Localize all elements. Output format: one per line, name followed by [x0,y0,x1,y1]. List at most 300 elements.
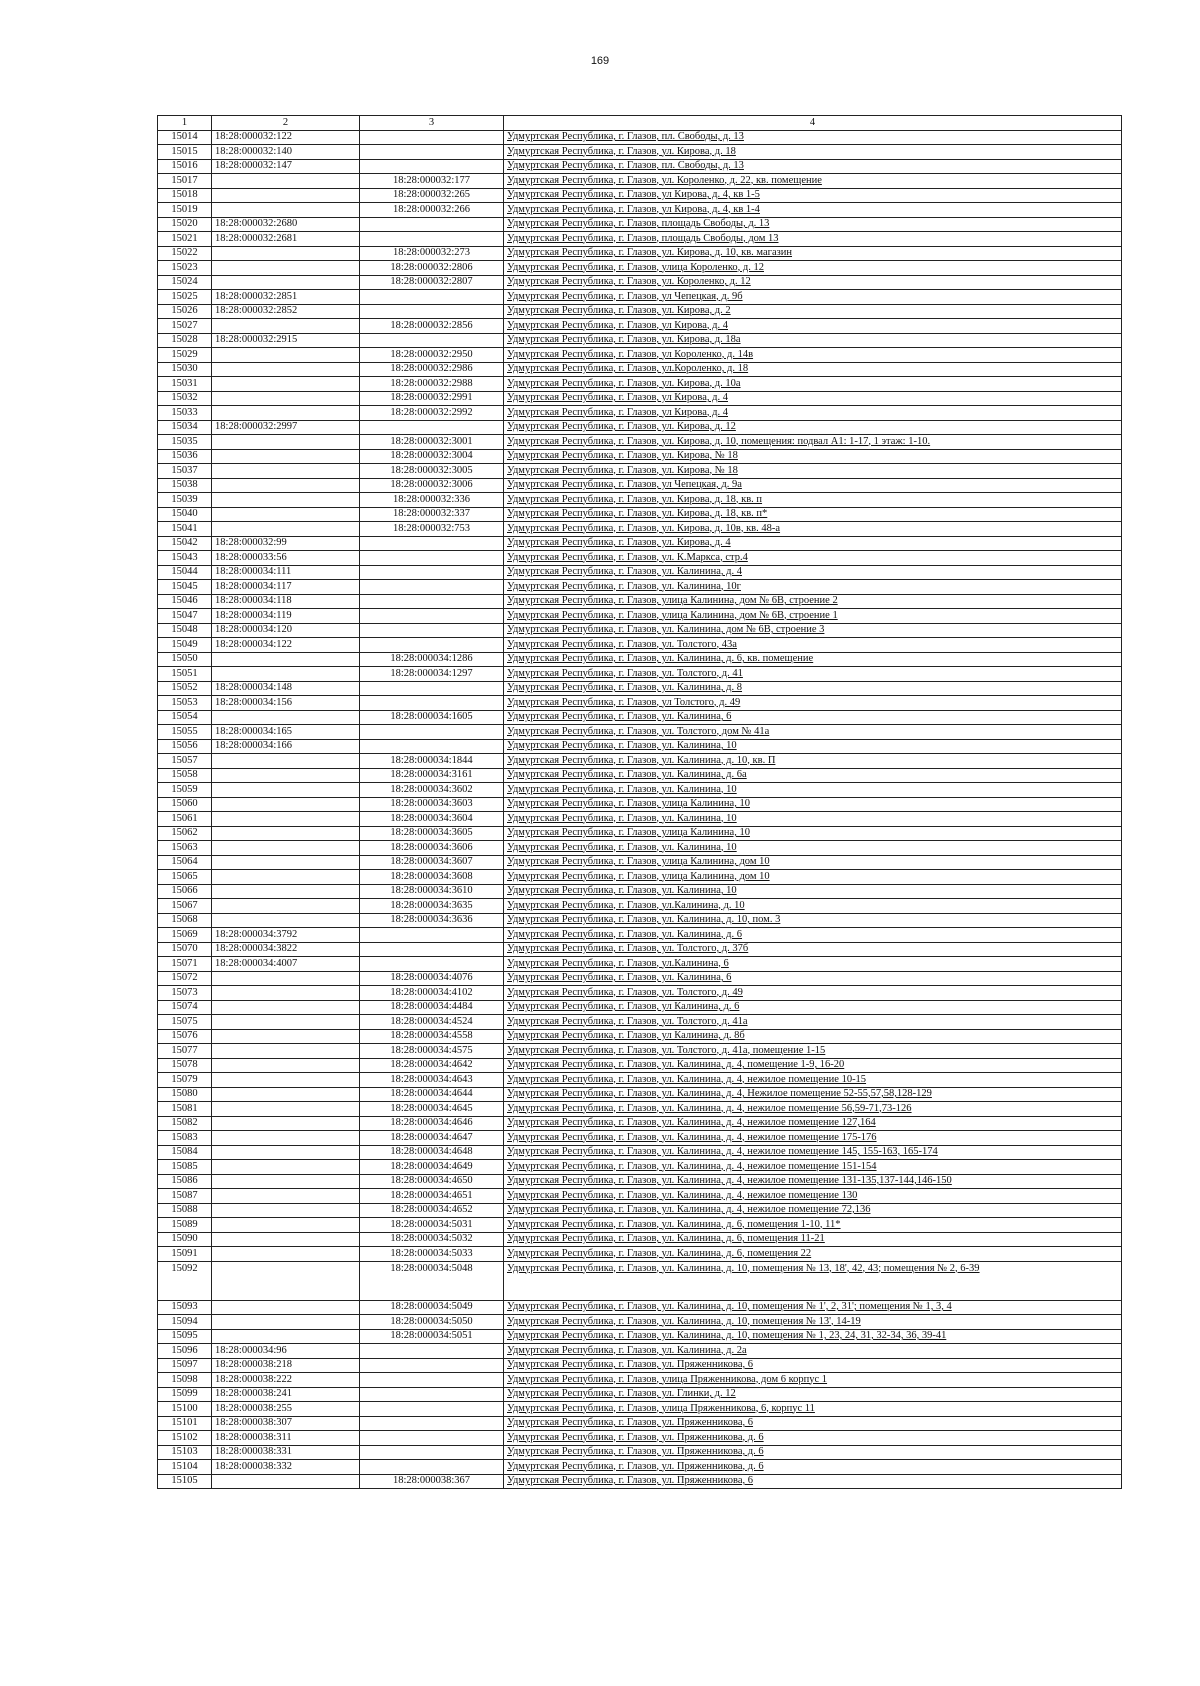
cell-cadastral-land: 18:28:000032:2997 [212,420,360,435]
table-row [158,1145,1122,1160]
cell-cadastral-premises: 18:28:000034:4524 [360,1015,504,1030]
table-row [158,580,1122,595]
cell-row-number: 15089 [158,1218,212,1233]
cell-cadastral-premises [360,217,504,232]
cell-cadastral-land: 18:28:000034:96 [212,1344,360,1359]
cell-address: Удмуртская Республика, г. Глазов, ул. Калинина, д. 8 [504,681,1122,696]
cell-address: Удмуртская Республика, г. Глазов, ул.Калинина, д. 10 [504,899,1122,914]
cell-cadastral-land [212,913,360,928]
cell-address: Удмуртская Республика, г. Глазов, ул. Калинина, д. 10, помещения № 13', 14-19 [504,1315,1122,1330]
cell-cadastral-land [212,1261,360,1300]
cell-cadastral-premises [360,594,504,609]
cell-cadastral-premises: 18:28:000032:2986 [360,362,504,377]
cell-cadastral-premises: 18:28:000034:5051 [360,1329,504,1344]
cell-row-number: 15104 [158,1460,212,1475]
cell-cadastral-premises [360,739,504,754]
cell-cadastral-premises: 18:28:000034:3610 [360,884,504,899]
cell-address: Удмуртская Республика, г. Глазов, ул. Калинина, 10г [504,580,1122,595]
cell-address: Удмуртская Республика, г. Глазов, ул. Калинина, д. 4, помещение 1-9, 16-20 [504,1058,1122,1073]
cell-row-number: 15105 [158,1474,212,1489]
cell-cadastral-land: 18:28:000038:331 [212,1445,360,1460]
cell-row-number: 15055 [158,725,212,740]
cell-address: Удмуртская Республика, г. Глазов, ул. Кирова, № 18 [504,449,1122,464]
cell-cadastral-premises [360,290,504,305]
table-row [158,609,1122,624]
cell-row-number: 15024 [158,275,212,290]
cell-cadastral-premises: 18:28:000034:4644 [360,1087,504,1102]
cell-address: Удмуртская Республика, г. Глазов, ул. Толстого, д. 49 [504,986,1122,1001]
cell-address: Удмуртская Республика, г. Глазов, ул. Пряженникова, 6 [504,1416,1122,1431]
cell-cadastral-premises: 18:28:000034:4652 [360,1203,504,1218]
cell-address: Удмуртская Республика, г. Глазов, ул. Калинина, 6 [504,710,1122,725]
cell-cadastral-land [212,710,360,725]
cell-address: Удмуртская Республика, г. Глазов, ул.Калинина, 6 [504,957,1122,972]
cell-row-number: 15043 [158,551,212,566]
cell-address: Удмуртская Республика, г. Глазов, улица Пряженникова, 6, корпус 11 [504,1402,1122,1417]
cell-cadastral-premises [360,145,504,160]
cell-address: Удмуртская Республика, г. Глазов, ул. Кирова, д. 10, кв. магазин [504,246,1122,261]
cell-address: Удмуртская Республика, г. Глазов, ул. Калинина, д. 4 [504,565,1122,580]
cell-cadastral-land [212,1015,360,1030]
cell-cadastral-premises: 18:28:000034:4645 [360,1102,504,1117]
table-row [158,319,1122,334]
table-row [158,594,1122,609]
cell-cadastral-premises [360,536,504,551]
cell-address: Удмуртская Республика, г. Глазов, ул. Калинина, д. 10, пом. 3 [504,913,1122,928]
cell-row-number: 15087 [158,1189,212,1204]
cell-address: Удмуртская Республика, г. Глазов, ул. Калинина, д. 4, нежилое помещение 10-15 [504,1073,1122,1088]
cell-row-number: 15040 [158,507,212,522]
table-row [158,1315,1122,1330]
cell-cadastral-land [212,319,360,334]
cell-address: Удмуртская Республика, г. Глазов, ул. Толстого, дом № 41а [504,725,1122,740]
cell-cadastral-premises: 18:28:000034:1297 [360,667,504,682]
table-row [158,870,1122,885]
cell-cadastral-premises: 18:28:000034:3608 [360,870,504,885]
table-row [158,1247,1122,1262]
header-col-number: 1 [158,116,212,131]
cell-cadastral-land [212,246,360,261]
cell-cadastral-premises: 18:28:000034:4076 [360,971,504,986]
cell-cadastral-land [212,449,360,464]
cell-row-number: 15067 [158,899,212,914]
cell-cadastral-land [212,1058,360,1073]
cell-row-number: 15061 [158,812,212,827]
cell-address: Удмуртская Республика, г. Глазов, ул. Калинина, д. 4, нежилое помещение 127,164 [504,1116,1122,1131]
cell-address: Удмуртская Республика, г. Глазов, ул. Пряженникова, 6 [504,1358,1122,1373]
cell-address: Удмуртская Республика, г. Глазов, ул. Пряженникова, д. 6 [504,1445,1122,1460]
cell-cadastral-premises: 18:28:000034:5033 [360,1247,504,1262]
cell-cadastral-premises: 18:28:000034:4642 [360,1058,504,1073]
cell-address: Удмуртская Республика, г. Глазов, ул. Кирова, № 18 [504,464,1122,479]
cell-address: Удмуртская Республика, г. Глазов, ул. Калинина, д. 10, кв. П [504,754,1122,769]
cell-cadastral-premises: 18:28:000032:2991 [360,391,504,406]
cell-row-number: 15057 [158,754,212,769]
cell-address: Удмуртская Республика, г. Глазов, ул. Кирова, д. 18а [504,333,1122,348]
cell-row-number: 15069 [158,928,212,943]
cell-cadastral-premises: 18:28:000038:367 [360,1474,504,1489]
table-row [158,623,1122,638]
cell-cadastral-land [212,464,360,479]
table-row [158,1232,1122,1247]
cell-cadastral-land [212,1232,360,1247]
cell-cadastral-premises [360,725,504,740]
cell-address: Удмуртская Республика, г. Глазов, ул Кирова, д. 4, кв 1-4 [504,203,1122,218]
cell-cadastral-land [212,1160,360,1175]
cell-row-number: 15033 [158,406,212,421]
cell-row-number: 15048 [158,623,212,638]
cell-row-number: 15027 [158,319,212,334]
table-row [158,478,1122,493]
table-row [158,261,1122,276]
cell-cadastral-premises [360,159,504,174]
cell-cadastral-land [212,1189,360,1204]
cell-cadastral-land: 18:28:000034:165 [212,725,360,740]
cell-cadastral-land [212,1145,360,1160]
table-row [158,754,1122,769]
cell-row-number: 15077 [158,1044,212,1059]
table-row [158,1058,1122,1073]
cell-cadastral-land [212,1044,360,1059]
cell-cadastral-land: 18:28:000034:3792 [212,928,360,943]
table-row [158,1087,1122,1102]
cell-address: Удмуртская Республика, г. Глазов, ул. Калинина, д. 10, помещения № 13, 18', 42, 43; помещения № 2, 6-39 [504,1261,1122,1300]
cell-row-number: 15065 [158,870,212,885]
cell-cadastral-premises [360,623,504,638]
cell-cadastral-premises: 18:28:000032:2988 [360,377,504,392]
cell-cadastral-premises [360,420,504,435]
cell-address: Удмуртская Республика, г. Глазов, ул. Пряженникова, 6 [504,1474,1122,1489]
table-row [158,1261,1122,1300]
cell-address: Удмуртская Республика, г. Глазов, ул. Калинина, 10 [504,783,1122,798]
cell-address: Удмуртская Республика, г. Глазов, ул. Калинина, д. 4, нежилое помещение 175-176 [504,1131,1122,1146]
cell-cadastral-premises: 18:28:000032:3005 [360,464,504,479]
cell-row-number: 15078 [158,1058,212,1073]
registry-table [157,115,1122,1489]
cell-row-number: 15101 [158,1416,212,1431]
cell-row-number: 15017 [158,174,212,189]
cell-cadastral-land [212,1329,360,1344]
cell-row-number: 15076 [158,1029,212,1044]
cell-row-number: 15103 [158,1445,212,1460]
cell-cadastral-land [212,1203,360,1218]
table-row [158,275,1122,290]
cell-cadastral-premises: 18:28:000034:3635 [360,899,504,914]
cell-cadastral-premises: 18:28:000032:2807 [360,275,504,290]
cell-cadastral-land [212,1315,360,1330]
cell-cadastral-land: 18:28:000034:117 [212,580,360,595]
cell-row-number: 15096 [158,1344,212,1359]
table-row [158,565,1122,580]
table-row [158,1300,1122,1315]
cell-cadastral-land [212,754,360,769]
cell-address: Удмуртская Республика, г. Глазов, ул. Кирова, д. 10а [504,377,1122,392]
cell-address: Удмуртская Республика, г. Глазов, ул. Короленко, д. 12 [504,275,1122,290]
cell-address: Удмуртская Республика, г. Глазов, ул Кирова, д. 4, кв 1-5 [504,188,1122,203]
table-row [158,1160,1122,1175]
cell-cadastral-premises [360,565,504,580]
cell-cadastral-land [212,362,360,377]
cell-address: Удмуртская Республика, г. Глазов, ул. Кирова, д. 4 [504,536,1122,551]
cell-row-number: 15093 [158,1300,212,1315]
cell-address: Удмуртская Республика, г. Глазов, ул. Толстого, д. 41 [504,667,1122,682]
cell-row-number: 15050 [158,652,212,667]
cell-address: Удмуртская Республика, г. Глазов, ул Короленко, д. 14в [504,348,1122,363]
cell-address: Удмуртская Республика, г. Глазов, улица Калинина, 10 [504,826,1122,841]
cell-cadastral-land: 18:28:000032:122 [212,130,360,145]
cell-cadastral-premises: 18:28:000034:4102 [360,986,504,1001]
table-row [158,406,1122,421]
cell-address: Удмуртская Республика, г. Глазов, ул Кирова, д. 4 [504,391,1122,406]
cell-cadastral-land [212,1174,360,1189]
cell-cadastral-premises: 18:28:000034:3636 [360,913,504,928]
cell-row-number: 15091 [158,1247,212,1262]
cell-cadastral-land [212,174,360,189]
table-row [158,203,1122,218]
cell-cadastral-land [212,348,360,363]
cell-row-number: 15031 [158,377,212,392]
cell-cadastral-land [212,986,360,1001]
cell-address: Удмуртская Республика, г. Глазов, ул. Кирова, д. 18 [504,145,1122,160]
cell-cadastral-premises [360,333,504,348]
cell-row-number: 15071 [158,957,212,972]
cell-cadastral-land [212,667,360,682]
cell-cadastral-land: 18:28:000038:255 [212,1402,360,1417]
table-row [158,188,1122,203]
table-row [158,1189,1122,1204]
cell-address: Удмуртская Республика, г. Глазов, ул. Кирова, д. 10в, кв. 48-а [504,522,1122,537]
cell-row-number: 15052 [158,681,212,696]
cell-address: Удмуртская Республика, г. Глазов, ул. Пряженникова, д. 6 [504,1431,1122,1446]
table-row [158,174,1122,189]
cell-cadastral-land: 18:28:000032:2915 [212,333,360,348]
cell-cadastral-premises: 18:28:000034:4558 [360,1029,504,1044]
cell-row-number: 15075 [158,1015,212,1030]
cell-cadastral-land: 18:28:000034:122 [212,638,360,653]
cell-row-number: 15081 [158,1102,212,1117]
cell-address: Удмуртская Республика, г. Глазов, ул. Калинина, д. 6, помещения 22 [504,1247,1122,1262]
table-row [158,652,1122,667]
cell-cadastral-premises [360,580,504,595]
cell-row-number: 15090 [158,1232,212,1247]
cell-address: Удмуртская Республика, г. Глазов, пл. Свободы, д. 13 [504,159,1122,174]
cell-cadastral-premises [360,681,504,696]
table-row [158,942,1122,957]
cell-cadastral-premises: 18:28:000034:3606 [360,841,504,856]
table-row [158,1218,1122,1233]
cell-row-number: 15029 [158,348,212,363]
table-row [158,435,1122,450]
cell-row-number: 15079 [158,1073,212,1088]
cell-address: Удмуртская Республика, г. Глазов, ул. Калинина, д. 4, нежилое помещение 130 [504,1189,1122,1204]
cell-cadastral-premises [360,1431,504,1446]
table-row [158,725,1122,740]
cell-cadastral-premises [360,551,504,566]
cell-cadastral-premises: 18:28:000032:2806 [360,261,504,276]
table-row [158,855,1122,870]
cell-cadastral-land: 18:28:000034:120 [212,623,360,638]
cell-address: Удмуртская Республика, г. Глазов, ул Чепецкая, д. 9б [504,290,1122,305]
cell-row-number: 15054 [158,710,212,725]
cell-cadastral-land [212,870,360,885]
cell-cadastral-premises: 18:28:000034:4646 [360,1116,504,1131]
cell-cadastral-land: 18:28:000032:2852 [212,304,360,319]
table-row [158,464,1122,479]
table-row [158,1329,1122,1344]
cell-cadastral-land [212,478,360,493]
cell-cadastral-land [212,971,360,986]
cell-address: Удмуртская Республика, г. Глазов, ул. Кирова, д. 10, помещения: подвал А1: 1-17, 1 этаж: 1-10. [504,435,1122,450]
cell-cadastral-premises: 18:28:000034:3604 [360,812,504,827]
cell-row-number: 15045 [158,580,212,595]
cell-row-number: 15051 [158,667,212,682]
cell-address: Удмуртская Республика, г. Глазов, ул. Калинина, 10 [504,841,1122,856]
cell-row-number: 15082 [158,1116,212,1131]
table-row [158,681,1122,696]
cell-address: Удмуртская Республика, г. Глазов, ул. Калинина, д. 6а [504,768,1122,783]
cell-address: Удмуртская Республика, г. Глазов, ул. Калинина, д. 10, помещения № 1, 23, 24, 31, 32-34, 36, 39-41 [504,1329,1122,1344]
cell-cadastral-land: 18:28:000032:2851 [212,290,360,305]
table-row [158,1044,1122,1059]
cell-address: Удмуртская Республика, г. Глазов, улица Пряженникова, дом 6 корпус 1 [504,1373,1122,1388]
cell-address: Удмуртская Республика, г. Глазов, ул. Калинина, д. 6 [504,928,1122,943]
cell-address: Удмуртская Республика, г. Глазов, ул. Кирова, д. 12 [504,420,1122,435]
cell-address: Удмуртская Республика, г. Глазов, ул Калинина, д. 6 [504,1000,1122,1015]
cell-cadastral-premises [360,232,504,247]
cell-row-number: 15035 [158,435,212,450]
cell-address: Удмуртская Республика, г. Глазов, ул. Кирова, д. 18, кв. п* [504,507,1122,522]
cell-row-number: 15083 [158,1131,212,1146]
cell-address: Удмуртская Республика, г. Глазов, ул Калинина, д. 8б [504,1029,1122,1044]
cell-row-number: 15026 [158,304,212,319]
cell-cadastral-land: 18:28:000032:147 [212,159,360,174]
cell-cadastral-land: 18:28:000033:56 [212,551,360,566]
table-row [158,1015,1122,1030]
cell-row-number: 15066 [158,884,212,899]
table-row [158,667,1122,682]
cell-cadastral-land [212,406,360,421]
cell-cadastral-premises: 18:28:000034:5049 [360,1300,504,1315]
cell-cadastral-premises: 18:28:000034:5032 [360,1232,504,1247]
cell-cadastral-premises [360,928,504,943]
cell-cadastral-land: 18:28:000034:3822 [212,942,360,957]
page-number: 169 [590,55,610,67]
table-row [158,696,1122,711]
cell-cadastral-premises: 18:28:000032:3006 [360,478,504,493]
cell-cadastral-premises: 18:28:000034:4651 [360,1189,504,1204]
cell-row-number: 15039 [158,493,212,508]
table-row [158,1373,1122,1388]
cell-address: Удмуртская Республика, г. Глазов, ул. К.Маркса, стр.4 [504,551,1122,566]
cell-cadastral-land: 18:28:000034:148 [212,681,360,696]
cell-cadastral-premises: 18:28:000034:4484 [360,1000,504,1015]
cell-row-number: 15056 [158,739,212,754]
table-row [158,522,1122,537]
cell-cadastral-premises [360,638,504,653]
cell-cadastral-premises [360,609,504,624]
cell-address: Удмуртская Республика, г. Глазов, улица Калинина, дом № 6В, строение 1 [504,609,1122,624]
table-row [158,232,1122,247]
table-row [158,841,1122,856]
cell-row-number: 15100 [158,1402,212,1417]
cell-cadastral-premises [360,1460,504,1475]
cell-cadastral-premises [360,1344,504,1359]
cell-cadastral-land [212,1029,360,1044]
header-col-cadastral-land: 2 [212,116,360,131]
cell-cadastral-premises: 18:28:000032:2992 [360,406,504,421]
cell-cadastral-premises [360,957,504,972]
cell-address: Удмуртская Республика, г. Глазов, ул. Толстого, 43а [504,638,1122,653]
cell-cadastral-premises: 18:28:000034:1844 [360,754,504,769]
cell-cadastral-premises: 18:28:000034:5050 [360,1315,504,1330]
cell-cadastral-land [212,377,360,392]
cell-address: Удмуртская Республика, г. Глазов, ул. Калинина, 10 [504,812,1122,827]
table-row [158,1203,1122,1218]
cell-cadastral-land [212,522,360,537]
cell-cadastral-premises: 18:28:000034:3602 [360,783,504,798]
cell-cadastral-land [212,841,360,856]
table-row [158,304,1122,319]
cell-cadastral-premises: 18:28:000034:4648 [360,1145,504,1160]
table-row [158,797,1122,812]
cell-row-number: 15047 [158,609,212,624]
cell-cadastral-land: 18:28:000034:111 [212,565,360,580]
cell-address: Удмуртская Республика, г. Глазов, ул. Глинки, д. 12 [504,1387,1122,1402]
cell-cadastral-premises: 18:28:000032:337 [360,507,504,522]
cell-address: Удмуртская Республика, г. Глазов, ул Кирова, д. 4 [504,406,1122,421]
cell-row-number: 15080 [158,1087,212,1102]
table-row [158,928,1122,943]
cell-address: Удмуртская Республика, г. Глазов, ул. Кирова, д. 18, кв. п [504,493,1122,508]
cell-cadastral-land: 18:28:000034:118 [212,594,360,609]
cell-cadastral-land: 18:28:000038:218 [212,1358,360,1373]
cell-row-number: 15086 [158,1174,212,1189]
table-row [158,884,1122,899]
cell-row-number: 15028 [158,333,212,348]
table-row [158,1358,1122,1373]
table-row [158,1102,1122,1117]
cell-row-number: 15085 [158,1160,212,1175]
table-row [158,1131,1122,1146]
cell-row-number: 15049 [158,638,212,653]
cell-address: Удмуртская Республика, г. Глазов, ул. Калинина, 6 [504,971,1122,986]
cell-cadastral-land [212,1087,360,1102]
table-row [158,1460,1122,1475]
cell-row-number: 15095 [158,1329,212,1344]
cell-cadastral-land [212,1300,360,1315]
cell-address: Удмуртская Республика, г. Глазов, ул. Пряженникова, д. 6 [504,1460,1122,1475]
cell-address: Удмуртская Республика, г. Глазов, ул. Калинина, д. 4, Нежилое помещение 52-55,57,58,128-129 [504,1087,1122,1102]
cell-cadastral-land: 18:28:000038:311 [212,1431,360,1446]
cell-row-number: 15014 [158,130,212,145]
cell-row-number: 15102 [158,1431,212,1446]
cell-row-number: 15097 [158,1358,212,1373]
cell-row-number: 15063 [158,841,212,856]
cell-cadastral-premises: 18:28:000034:4575 [360,1044,504,1059]
cell-address: Удмуртская Республика, г. Глазов, ул. Калинина, 10 [504,739,1122,754]
cell-row-number: 15068 [158,913,212,928]
cell-cadastral-premises: 18:28:000034:4643 [360,1073,504,1088]
cell-cadastral-premises: 18:28:000032:273 [360,246,504,261]
cell-cadastral-premises: 18:28:000034:1286 [360,652,504,667]
cell-row-number: 15064 [158,855,212,870]
cell-row-number: 15098 [158,1373,212,1388]
cell-address: Удмуртская Республика, г. Глазов, пл. Свободы, д. 13 [504,130,1122,145]
cell-row-number: 15072 [158,971,212,986]
cell-cadastral-land [212,768,360,783]
cell-address: Удмуртская Республика, г. Глазов, ул. Калинина, д. 4, нежилое помещение 72,136 [504,1203,1122,1218]
cell-cadastral-land [212,188,360,203]
